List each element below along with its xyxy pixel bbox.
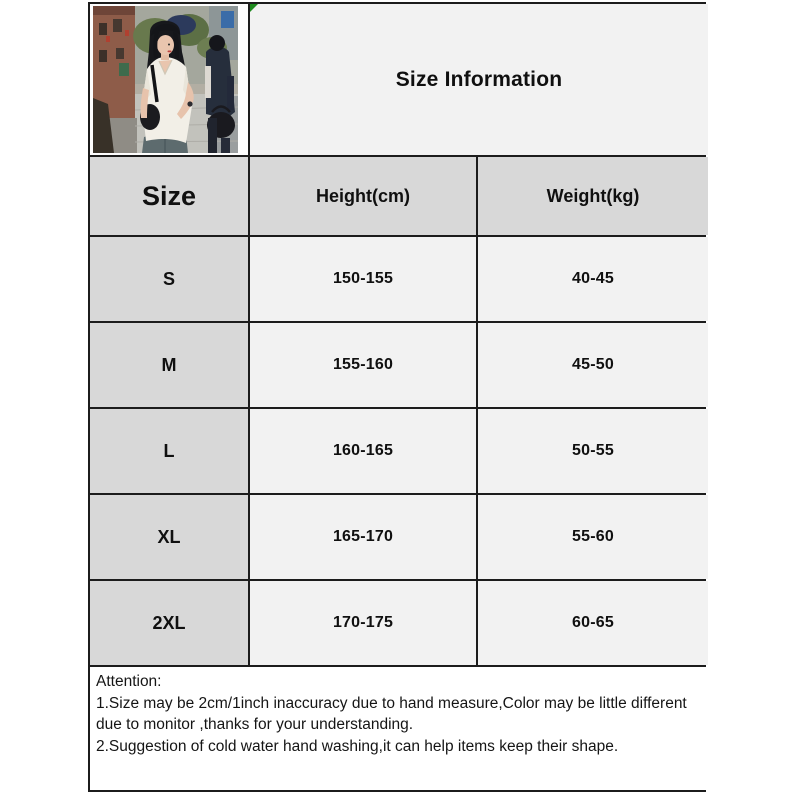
weight-cell-xl: 55-60 — [478, 495, 708, 579]
size-cell-s: S — [90, 237, 248, 321]
height-cell-m: 155-160 — [250, 323, 476, 407]
size-information-title-cell — [250, 4, 708, 155]
weight-cell-m: 45-50 — [478, 323, 708, 407]
height-cell-s: 150-155 — [250, 237, 476, 321]
product-photo — [93, 6, 238, 153]
column-header-size: Size — [90, 157, 248, 235]
green-triangle-marker — [250, 4, 259, 12]
product-photo-cell — [90, 4, 248, 155]
size-cell-l: L — [90, 409, 248, 493]
attention-heading: Attention: — [96, 673, 162, 690]
column-header-height: Height(cm) — [250, 157, 476, 235]
size-cell-m: M — [90, 323, 248, 407]
size-table — [88, 2, 706, 792]
height-cell-l: 160-165 — [250, 409, 476, 493]
page-title: Size Information — [395, 67, 563, 91]
size-cell-2xl: 2XL — [90, 581, 248, 665]
attention-notes — [90, 667, 708, 790]
attention-note-1: 1.Size may be 2cm/1inch inaccuracy due to hand measure,Color may be little different due to monitor ,thanks for your understanding. — [96, 694, 687, 733]
size-cell-xl: XL — [90, 495, 248, 579]
height-cell-xl: 165-170 — [250, 495, 476, 579]
column-header-weight: Weight(kg) — [478, 157, 708, 235]
weight-cell-s: 40-45 — [478, 237, 708, 321]
weight-cell-2xl: 60-65 — [478, 581, 708, 665]
attention-note-2: 2.Suggestion of cold water hand washing,it can help items keep their shape. — [96, 737, 619, 755]
weight-cell-l: 50-55 — [478, 409, 708, 493]
height-cell-2xl: 170-175 — [250, 581, 476, 665]
